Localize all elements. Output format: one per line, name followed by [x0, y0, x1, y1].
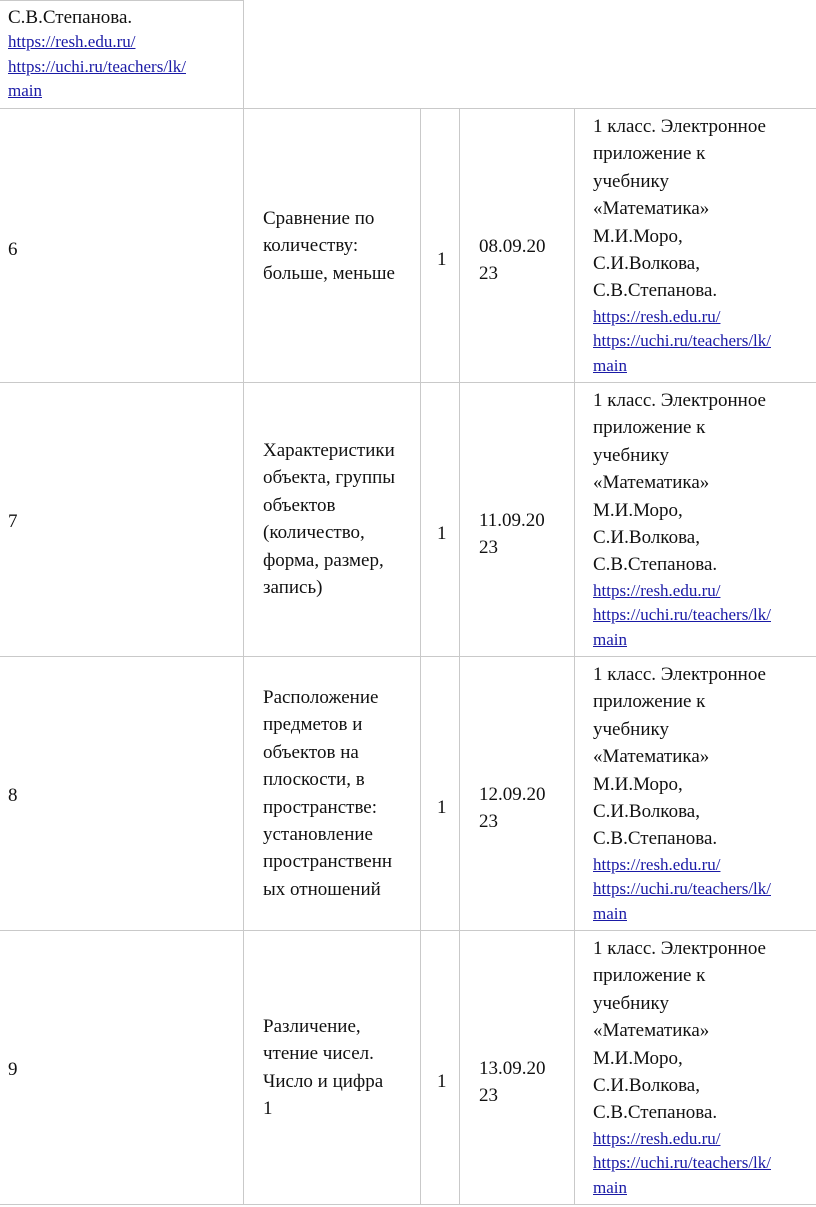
date-cell [479, 1055, 546, 1110]
resource-line: 1 класс. Электронное [593, 390, 766, 411]
uchi-link-continuation[interactable]: main [593, 1177, 627, 1197]
topic-line: Расположение [263, 687, 379, 708]
date-cell [479, 233, 546, 288]
resource-line: С.В.Степанова. [593, 280, 718, 302]
uchi-link-continuation[interactable]: main [8, 81, 42, 100]
topic-line: Число и цифра [263, 1070, 384, 1092]
topic-line: плоскости, в [263, 769, 365, 791]
resource-line: учебнику [593, 170, 669, 192]
uchi-link[interactable]: https://uchi.ru/teachers/lk/ [593, 605, 771, 625]
table-border [243, 0, 244, 108]
resh-link[interactable]: https://resh.edu.ru/ [8, 32, 136, 51]
uchi-link-continuation[interactable]: main [593, 629, 627, 649]
topic-line: форма, размер, [263, 549, 384, 571]
uchi-link[interactable]: https://uchi.ru/teachers/lk/ [593, 879, 771, 899]
resource-line: С.И.Волкова, [593, 1075, 700, 1097]
hours-value: 1 [437, 1071, 447, 1092]
resource-line: приложение к [593, 143, 706, 165]
date-cell [479, 507, 545, 562]
resource-cell [593, 661, 771, 926]
resh-link[interactable]: https://resh.edu.ru/ [593, 306, 721, 326]
resource-line: М.И.Моро, [593, 1047, 683, 1069]
uchi-link-continuation[interactable]: main [593, 903, 627, 923]
date-line: 23 [479, 263, 498, 285]
resource-line: «Математика» [593, 198, 710, 220]
topic-cell [263, 437, 395, 601]
topic-line: Различение, [263, 1016, 361, 1037]
topic-line: установление [263, 824, 373, 846]
topic-line: объектов на [263, 741, 359, 763]
topic-line: объектов [263, 494, 336, 516]
resource-line: 1 класс. Электронное [593, 116, 766, 137]
resource-line: учебнику [593, 992, 669, 1014]
resource-line: учебнику [593, 444, 669, 466]
resource-line: «Математика» [593, 472, 710, 494]
topic-line: Характеристики [263, 440, 395, 461]
date-cell [479, 781, 546, 836]
topic-line: пространстве: [263, 796, 378, 818]
resource-line: приложение к [593, 691, 706, 713]
resource-line: 1 класс. Электронное [593, 938, 766, 959]
resource-line: М.И.Моро, [593, 225, 683, 247]
topic-line: Сравнение по [263, 208, 375, 229]
topic-cell [263, 684, 392, 903]
resource-line: С.И.Волкова, [593, 801, 700, 823]
row-number: 8 [8, 785, 18, 806]
column-border [459, 108, 460, 1205]
top-fragment-cell [8, 6, 186, 104]
date-line: 23 [479, 1085, 498, 1107]
topic-line: пространственн [263, 851, 393, 873]
resource-line: М.И.Моро, [593, 773, 683, 795]
row-border [0, 1204, 816, 1205]
topic-line: объекта, группы [263, 467, 396, 489]
resource-line: С.В.Степанова. [593, 828, 718, 850]
topic-line: (количество, [263, 522, 365, 544]
topic-line: чтение чисел. [263, 1043, 374, 1065]
date-line: 12.09.20 [479, 784, 546, 805]
resource-cell [593, 935, 771, 1200]
resource-line: «Математика» [593, 746, 710, 768]
topic-cell [263, 1013, 383, 1123]
hours-value: 1 [437, 523, 447, 544]
resource-line: С.И.Волкова, [593, 527, 700, 549]
date-line: 08.09.20 [479, 236, 546, 257]
resource-cell [593, 113, 771, 378]
hours-value: 1 [437, 249, 447, 270]
resource-line: приложение к [593, 417, 706, 439]
topic-line: 1 [263, 1098, 273, 1120]
topic-line: предметов и [263, 714, 363, 736]
topic-line: количеству: [263, 235, 359, 257]
row-border [0, 930, 816, 931]
resource-line: учебнику [593, 718, 669, 740]
column-border [243, 108, 244, 1205]
hours-value: 1 [437, 797, 447, 818]
resource-line: С.В.Степанова. [593, 1102, 718, 1124]
row-border [0, 108, 816, 109]
date-line: 23 [479, 811, 498, 833]
table-border [0, 0, 243, 1]
resource-line: 1 класс. Электронное [593, 664, 766, 685]
row-number: 6 [8, 239, 18, 260]
resource-line: приложение к [593, 965, 706, 987]
row-number: 9 [8, 1059, 18, 1080]
topic-cell [263, 205, 395, 287]
topic-line: запись) [263, 577, 323, 599]
row-border [0, 382, 816, 383]
uchi-link-continuation[interactable]: main [593, 355, 627, 375]
resource-cell [593, 387, 771, 652]
uchi-link[interactable]: https://uchi.ru/teachers/lk/ [593, 1153, 771, 1173]
resh-link[interactable]: https://resh.edu.ru/ [593, 1128, 721, 1148]
row-number: 7 [8, 511, 18, 532]
column-border [420, 108, 421, 1205]
column-border [574, 108, 575, 1205]
resource-line: М.И.Моро, [593, 499, 683, 521]
resource-author: С.В.Степанова. [8, 7, 133, 28]
row-border [0, 656, 816, 657]
resource-line: С.В.Степанова. [593, 554, 718, 576]
uchi-link[interactable]: https://uchi.ru/teachers/lk/ [8, 56, 186, 76]
resource-line: С.И.Волкова, [593, 253, 700, 275]
topic-line: ых отношений [263, 878, 381, 900]
resource-line: «Математика» [593, 1020, 710, 1042]
topic-line: больше, меньше [263, 262, 395, 284]
date-line: 23 [479, 537, 498, 559]
resh-link[interactable]: https://resh.edu.ru/ [593, 580, 721, 600]
resh-link[interactable]: https://resh.edu.ru/ [593, 854, 721, 874]
date-line: 11.09.20 [479, 510, 545, 531]
date-line: 13.09.20 [479, 1058, 546, 1079]
uchi-link[interactable]: https://uchi.ru/teachers/lk/ [593, 331, 771, 351]
